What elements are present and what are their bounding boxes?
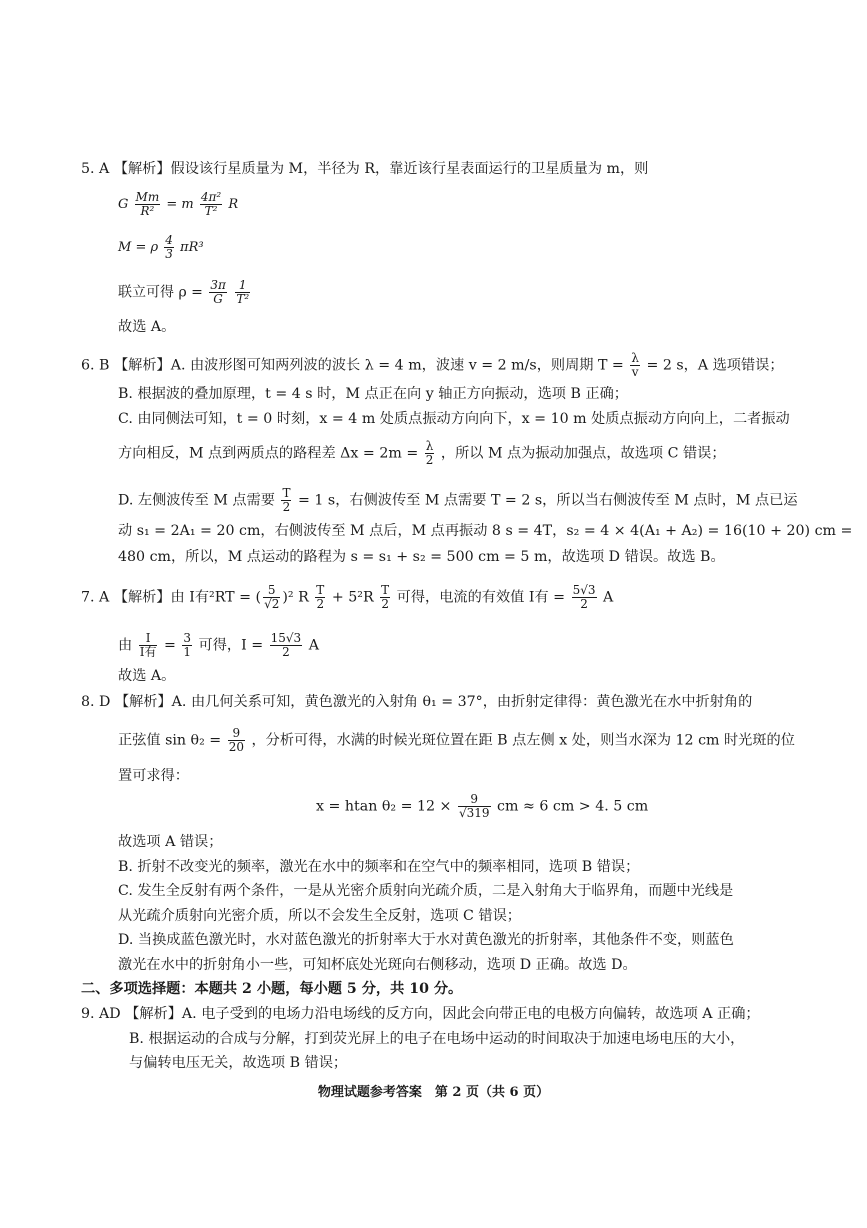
section-heading: 二、多项选择题：本题共 2 小题，每小题 5 分，共 10 分。 <box>81 981 463 997</box>
q6-line4: 方向相反，M 点到两质点的路程差 Δx = 2m = $\frac{\lambda}{2}$ ，所以 M 点为振动加强点，故选项 C 错误； <box>118 439 726 467</box>
q7-line2: 由 $\frac{I}{\text{I有}}$ = $\frac{3}{1}$ 可得，I = $\frac{15√3}{2}$ A <box>118 631 319 659</box>
q9-line2: B. 根据运动的合成与分解，打到荧光屏上的电子在电场中运动的时间取决于加速电场电压的大小， <box>129 1031 745 1047</box>
q5-eq2: M = ρ $\frac{4}{3}$ πR³ <box>118 233 204 261</box>
q8-line5: B. 折射不改变光的频率，激光在水中的频率和在空气中的频率相同，选项 B 错误； <box>118 859 640 875</box>
q5-eq1: G $\frac{Mm}{\text{R²}}$ = m $\frac{\text{4π²}}{\text{T²}}$ R <box>118 190 239 218</box>
q8-line1: 8. D 【解析】A. 由几何关系可知，黄色激光的入射角 θ₁ = 37°，由折射定律得：黄色激光在水中折射角的 <box>81 694 753 710</box>
q6-line6: 动 s₁ = 2A₁ = 20 cm，右侧波传至 M 点后，M 点再振动 8 s = 4T，s₂ = 4 × 4(A₁ + A₂) = 16(10 + 20) cm = <box>118 523 853 539</box>
page-footer: 物理试题参考答案 第 2 页（共 6 页） <box>317 1085 550 1100</box>
q7-line1: 7. A 【解析】由 I有²RT = ( $\frac{5}{√2}$ )² R $\frac{T}{2}$ + 5²R $\frac{T}{2}$ 可得，电流的有效值 I有 = $\frac{5√3}{2}$ A <box>81 583 614 611</box>
q8-equation: x = htan θ₂ = 12 × $\frac{9}{√319}$ cm ≈ 6 cm > 4. 5 cm <box>316 792 649 820</box>
q6-line7: 480 cm，所以，M 点运动的路程为 s = s₁ + s₂ = 500 cm = 5 m，故选项 D 错误。故选 B。 <box>118 549 725 565</box>
q5-conclusion: 故选 A。 <box>118 319 176 335</box>
q6-line2: B. 根据波的叠加原理，t = 4 s 时，M 点正在向 y 轴正方向振动，选项 B 正确； <box>118 386 628 402</box>
q8-line4: 故选项 A 错误； <box>118 834 223 850</box>
q6-line5: D. 左侧波传至 M 点需要 $\frac{T}{2}$ = 1 s，右侧波传至 M 点需要 T = 2 s，所以当右侧波传至 M 点时，M 点已运 <box>118 486 798 514</box>
q5-head: 5. A 【解析】假设该行星质量为 M，半径为 R，靠近该行星表面运行的卫星质量为 m，则 <box>81 161 649 177</box>
q8-line6: C. 发生全反射有两个条件，一是从光密介质射向光疏介质，二是入射角大于临界角，而题中光线是 <box>118 883 734 899</box>
q9-line1: 9. AD 【解析】A. 电子受到的电场力沿电场线的反方向，因此会向带正电的电极方向偏转，故选项 A 正确； <box>81 1006 760 1022</box>
q5-eq3: 联立可得 ρ = $\frac{3\pi}{G}$ $\frac{1}{\text{T²}}$ <box>118 278 250 306</box>
q6-line3: C. 由同侧法可知，t = 0 时刻，x = 4 m 处质点振动方向向下，x = 10 m 处质点振动方向向上，二者振动 <box>118 411 790 427</box>
q8-line8: D. 当换成蓝色激光时，水对蓝色激光的折射率大于水对黄色激光的折射率，其他条件不变，则蓝色 <box>118 932 734 948</box>
q8-line2: 正弦值 sin θ₂ = $\frac{9}{20}$ ，分析可得，水满的时候光斑位置在距 B 点左侧 x 处，则当水深为 12 cm 时光斑的位 <box>118 726 795 754</box>
q6-line1: 6. B 【解析】A. 由波形图可知两列波的波长 λ = 4 m，波速 v = 2 m/s，则周期 T = $\frac{\lambda}{v}$ = 2 s，A 选项错误； <box>81 351 784 379</box>
q8-line9: 激光在水中的折射角小一些，可知杯底处光斑向右侧移动，选项 D 正确。故选 D。 <box>118 957 637 973</box>
q8-line3: 置可求得： <box>118 768 189 784</box>
q8-line7: 从光疏介质射向光密介质，所以不会发生全反射，选项 C 错误； <box>118 908 521 924</box>
q7-conclusion: 故选 A。 <box>118 668 176 684</box>
q9-line3: 与偏转电压无关，故选项 B 错误； <box>129 1055 348 1071</box>
